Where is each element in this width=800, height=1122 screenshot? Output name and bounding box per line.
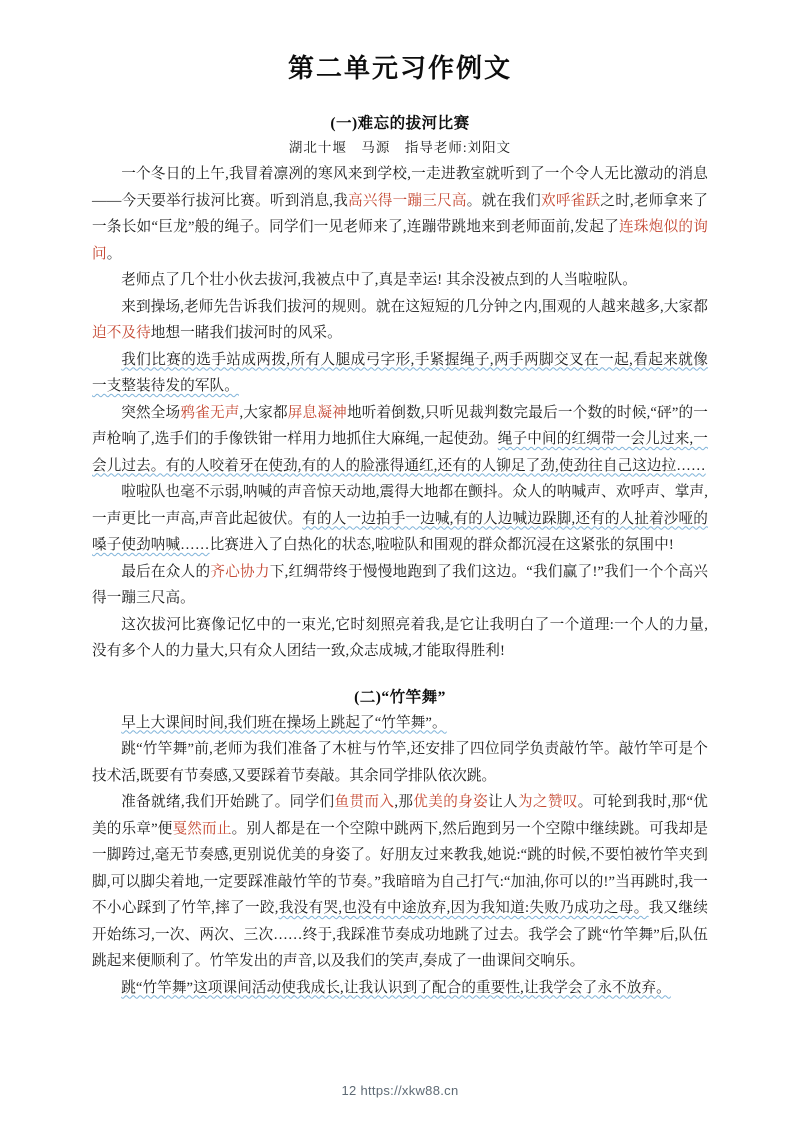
- highlighted-phrase: 鸦雀无声: [180, 404, 240, 421]
- highlighted-phrase: 为之赞叹: [517, 794, 578, 810]
- paragraph: [92, 294, 708, 347]
- paragraph: [92, 479, 708, 559]
- highlighted-phrase: 连珠炮似的询问: [92, 219, 708, 262]
- highlighted-phrase: 鱼贯而入: [334, 794, 395, 810]
- paragraph: [92, 612, 708, 665]
- wavy-underlined-text: 跳“竹竿舞”这项课间活动使我成长,让我认识到了配合的重要性,让我学会了永不放弃。: [121, 979, 671, 996]
- wavy-underlined-text: 我们比赛的选手站成两拨,所有人腿成弓字形,手紧握绳子,两手两脚交叉在一起,看起来就像一支整装待发的军队。: [92, 351, 708, 394]
- text-run: 比赛进入了白热化的状态,啦啦队和围观的群众都沉浸在这紧张的氛围中!: [209, 537, 674, 553]
- text-run: 这次拔河比赛像记忆中的一束光,它时刻照亮着我,是它让我明白了一个道理:一个人的力量,没有多个人的力量大,只有众人团结一致,众志成城,才能取得胜利!: [92, 616, 708, 659]
- page-footer: 12 https://xkw88.cn: [341, 1083, 459, 1098]
- highlighted-phrase: 欢呼雀跃: [540, 192, 601, 209]
- document-body: [92, 91, 708, 1001]
- text-run: 老师点了几个壮小伙去拔河,我被点中了,真是幸运! 其余没被点到的人当啦啦队。: [121, 272, 637, 288]
- text-run: 地想一睹我们拔河时的风采。: [150, 325, 342, 341]
- text-run: 让人: [488, 794, 518, 810]
- highlighted-phrase: 优美的身姿: [413, 794, 489, 810]
- text-run: 来到操场,老师先告诉我们拔河的规则。就在这短短的几分钟之内,围观的人越来越多,大家都: [121, 298, 708, 315]
- highlighted-phrase: 戛然而止: [172, 820, 232, 837]
- text-run: 我又继续开始练习,一次、两次、三次……终于,我踩准节奏成功地跳了过去。我学会了跳“竹竿舞”后,队伍跳起来便顺利了。竹竿发出的声音,以及我们的笑声,奏成了一曲课间交响乐。: [92, 900, 709, 969]
- wavy-underlined-text: 我没有哭,也没有中途放弃,因为我知道:失败乃成功之母。: [278, 900, 649, 916]
- paragraph: [92, 161, 708, 267]
- text-run: 一个冬日的上午,我冒着凛冽的寒风来到学校,一走进教室就听到了一个令人无比激动的消息——今天要举行拔河比赛。听到消息,我: [92, 166, 708, 209]
- text-run: 突然全场: [121, 404, 181, 421]
- text-run: ,大家都: [239, 404, 288, 421]
- highlighted-phrase: 屏息凝神: [287, 404, 347, 421]
- paragraph: [92, 559, 708, 612]
- text-run: 准备就绪,我们开始跳了。同学们: [121, 794, 335, 810]
- page-title: 第二单元习作例文: [287, 54, 512, 84]
- text-run: 最后在众人的: [121, 563, 211, 580]
- section-heading: (一)难忘的拔河比赛: [330, 115, 470, 132]
- wavy-underlined-text: 绳子中间的红绸带一会儿过来,一会儿过去。有的人咬着牙在使劲,有的人的脸涨得通红,还有的人铆足了劲,使劲往自己这边拉……: [92, 431, 708, 474]
- paragraph: [92, 267, 708, 294]
- highlighted-phrase: 齐心协力: [210, 563, 270, 580]
- text-run: 。: [106, 245, 122, 262]
- sections-container: [92, 91, 708, 1001]
- paragraph: [92, 400, 708, 480]
- paragraph: [92, 975, 708, 1002]
- paragraph: [92, 736, 708, 789]
- paragraph: [92, 710, 708, 737]
- highlighted-phrase: 高兴得一蹦三尺高: [348, 192, 467, 209]
- text-run: 。别人都是在一个空隙中跳两下,然后跑到另一个空隙中继续跳。可我却是一脚跨过,毫无节奏感,更别说优美的身姿了。好朋友过来教我,她说:“跳的时候,不要怕被竹竿夹到脚,可以脚尖着地,一定要踩准敲竹竿的节奏。”我暗暗为自己打气:“加油,你可以的!”当再跳时,我一不小心踩到了竹竿,摔了一跤,: [92, 820, 709, 916]
- paragraph: [92, 347, 708, 400]
- text-run: 之时,老师拿来了一条长如“巨龙”般的绳子。同学们一见老师来了,连蹦带跳地来到老师面前,发起了: [92, 192, 708, 235]
- highlighted-phrase: 迫不及待: [92, 325, 151, 341]
- text-run: 跳“竹竿舞”前,老师为我们准备了木桩与竹竿,还安排了四位同学负责敲竹竿。敲竹竿可是个技术活,既要有节奏感,又要踩着节奏敲。其余同学排队依次跳。: [92, 741, 708, 784]
- document-section: [92, 91, 708, 665]
- text-run: 啦啦队也毫不示弱,呐喊的声音惊天动地,震得大地都在颤抖。众人的呐喊声、欢呼声、掌声,一声更比一声高,声音此起彼伏。: [92, 484, 708, 527]
- paragraph: [92, 789, 708, 975]
- text-run: 地听着倒数,只听见裁判数完最后一个数的时候,“砰”的一声枪响了,选手们的手像铁钳一样用力地抓住大麻绳,一起使劲。: [92, 404, 708, 447]
- wavy-underlined-text: 早上大课间时间,我们班在操场上跳起了“竹竿舞”。: [121, 714, 447, 731]
- section-byline: 湖北十堰 马源 指导老师:刘阳文: [288, 140, 512, 155]
- section-heading: (二)“竹竿舞”: [354, 688, 446, 706]
- text-run: 。可轮到我时,那“优美的乐章”便: [92, 794, 708, 837]
- text-run: ,那: [394, 794, 414, 810]
- wavy-underlined-text: 有的人一边拍手一边喊,有的人边喊边跺脚,还有的人扯着沙哑的嗓子使劲呐喊……: [92, 510, 708, 553]
- document-section: [92, 665, 708, 1002]
- text-run: 下,红绸带终于慢慢地跑到了我们这边。“我们赢了!”我们一个个高兴得一蹦三尺高。: [92, 563, 708, 606]
- text-run: 。就在我们: [466, 192, 541, 209]
